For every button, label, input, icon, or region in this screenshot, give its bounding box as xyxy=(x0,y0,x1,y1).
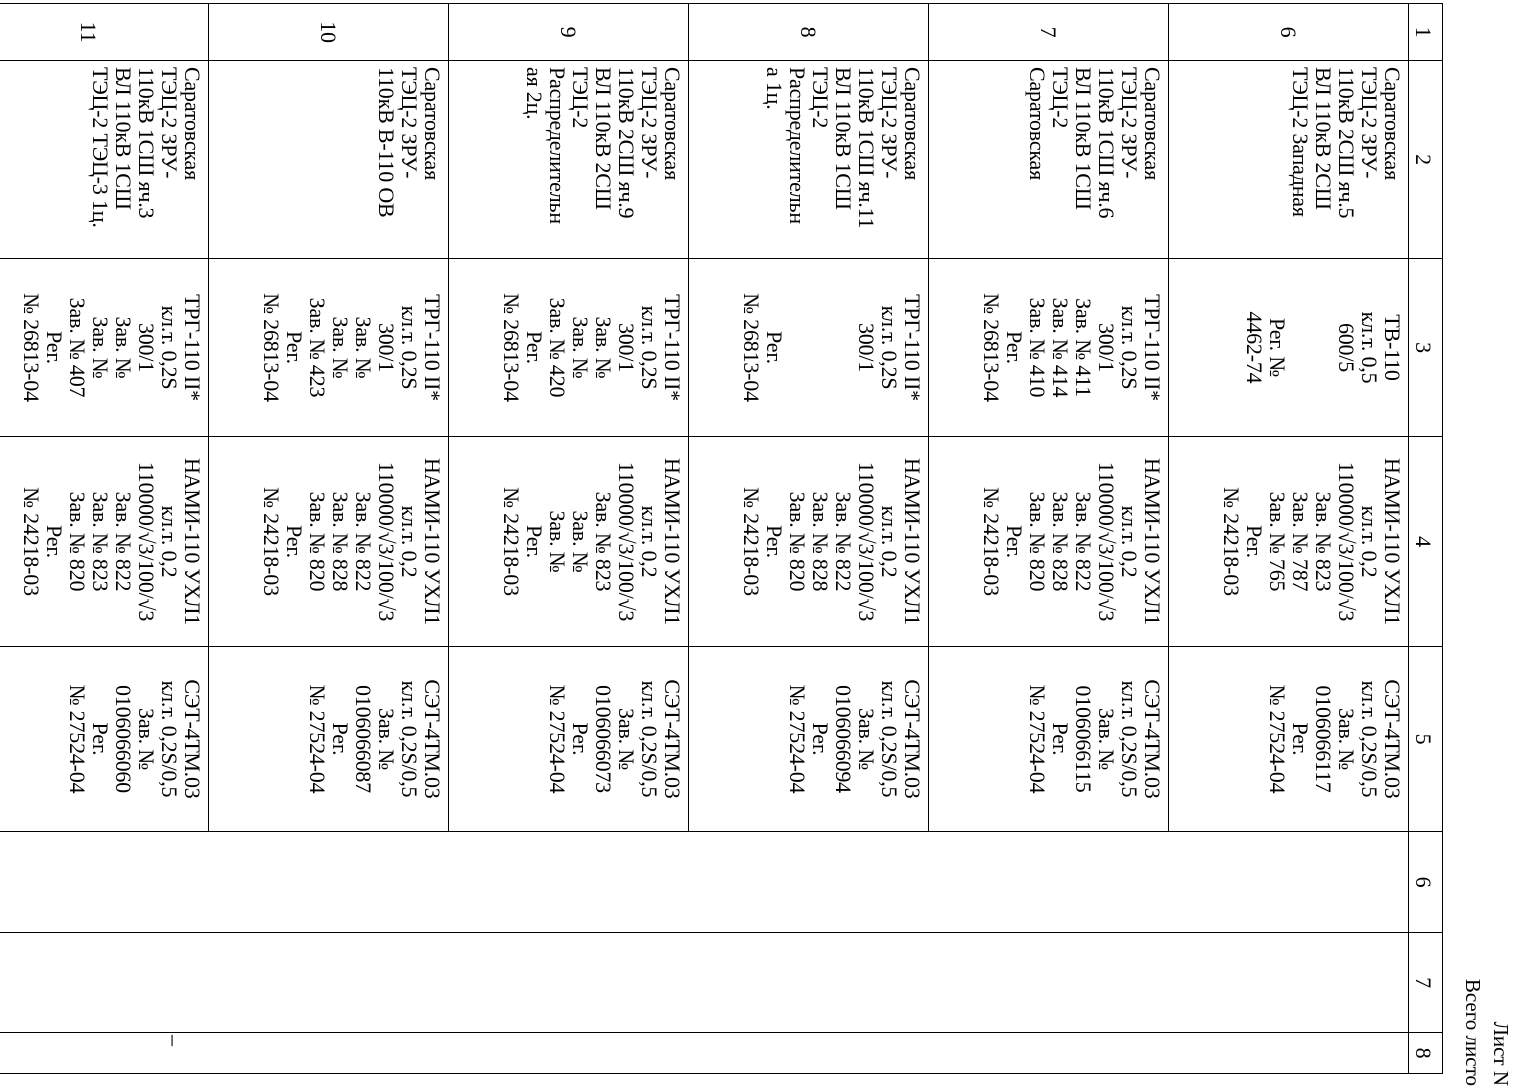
cell-line: Саратовская xyxy=(1380,67,1405,181)
cell-line: Рег. xyxy=(328,722,353,756)
cell-line: Зав. № 828 xyxy=(328,491,353,592)
empty-cell xyxy=(0,832,209,933)
cell-line: Зав. № 822 xyxy=(351,491,376,592)
cell-line: ТЭЦ-2 ЗРУ- xyxy=(397,67,422,179)
cell-line: 0106066087 xyxy=(351,684,376,793)
cell-line: кл.т. 0,2 xyxy=(1357,505,1382,578)
row-number-cell: 9 xyxy=(449,4,689,61)
column-number: 7 xyxy=(1409,933,1443,1033)
cell-line: 110кВ 1СШ яч.11 xyxy=(854,67,879,229)
cell-line: ВЛ 110кВ 1СШ xyxy=(1071,67,1096,210)
cell-line: Рег. № xyxy=(1265,317,1290,378)
cell-line: № 24218-03 xyxy=(19,487,44,596)
cell-line: № 24218-03 xyxy=(979,487,1004,596)
cell-line: Саратовская xyxy=(1140,67,1165,181)
cell-line: НАМИ-110 УХЛ1 xyxy=(1380,457,1405,626)
cell-line: ТЭЦ-2 ЗРУ- xyxy=(637,67,662,179)
voltage-transformer-cell xyxy=(1169,437,1409,647)
table-row xyxy=(689,4,929,1074)
cell-line: № 26813-04 xyxy=(259,293,284,402)
cell-line: НАМИ-110 УХЛ1 xyxy=(660,457,685,626)
cell-line: 110кВ 1СШ яч.6 xyxy=(1094,67,1119,219)
cell-line: кл.т. 0,2S xyxy=(397,305,422,390)
column-number: 4 xyxy=(1409,437,1443,647)
cell-line xyxy=(1289,265,1312,430)
cell-line xyxy=(786,265,809,430)
cell-line: Саратовская xyxy=(420,67,445,181)
cell-line: ТВ-110 xyxy=(1380,314,1405,381)
cell-line: СЭТ-4ТМ.03 xyxy=(1140,679,1165,799)
cell-line: ВЛ 110кВ 1СШ xyxy=(831,67,856,210)
meter-cell xyxy=(0,647,209,832)
cell-line: 0106066094 xyxy=(831,684,856,793)
empty-cell xyxy=(449,1033,689,1074)
cell-line: Рег. xyxy=(42,331,67,364)
cell-line: Зав. № 411 xyxy=(1071,298,1096,397)
cell-line: 110кВ 2СШ яч.5 xyxy=(1334,67,1359,219)
cell-line: Рег. xyxy=(762,331,787,364)
empty-cell xyxy=(1169,1033,1409,1074)
table-row xyxy=(929,4,1169,1074)
cell-line: кл.т. 0,2S xyxy=(877,305,902,390)
cell-line: ТРГ-110 II* xyxy=(660,294,685,401)
cell-line: Рег. xyxy=(282,331,307,364)
cell-line: Распределительн xyxy=(545,67,570,224)
cell-line: 0106066115 xyxy=(1071,685,1096,793)
cell-line: Рег. xyxy=(762,525,787,558)
cell-line: ВЛ 110кВ 1СШ xyxy=(111,67,136,210)
cell-line: Зав. № 820 xyxy=(785,491,810,592)
cell-line: кл.т. 0,2 xyxy=(397,505,422,578)
row-number-cell: 8 xyxy=(689,4,929,61)
cell-line: Рег. xyxy=(522,525,547,558)
empty-cell xyxy=(209,832,449,933)
cell-line: ТРГ-110 II* xyxy=(1140,294,1165,401)
cell-line: Зав. № xyxy=(328,316,353,379)
cell-line: № 24218-03 xyxy=(499,487,524,596)
voltage-transformer-cell xyxy=(449,437,689,647)
cell-line: кл.т. 0,2 xyxy=(157,505,182,578)
cell-line: № 24218-03 xyxy=(1219,487,1244,596)
cell-line: Рег. xyxy=(1048,722,1073,756)
cell-line: Зав. № 420 xyxy=(545,297,570,398)
cell-line: 300/1 xyxy=(134,322,159,373)
cell-line: Зав. № 765 xyxy=(1265,491,1290,592)
location-cell xyxy=(209,61,449,259)
cell-line: СЭТ-4ТМ.03 xyxy=(660,679,685,799)
cell-line: кл.т. 0,2S/0,5 xyxy=(1357,680,1382,798)
cell-line: № 26813-04 xyxy=(739,293,764,402)
cell-line: 110000/√3/100/√3 xyxy=(374,461,399,622)
cell-line: № 24218-03 xyxy=(739,487,764,596)
cell-line: кл.т. 0,2S xyxy=(1117,305,1142,390)
cell-line: Зав. № xyxy=(614,708,639,770)
cell-line: Рег. xyxy=(1002,331,1027,364)
cell-line: 110000/√3/100/√3 xyxy=(134,461,159,622)
cell-line: ТЭЦ-2 xyxy=(1048,67,1073,129)
row-number-cell: 10 xyxy=(209,4,449,61)
cell-line: СЭТ-4ТМ.03 xyxy=(1380,679,1405,799)
column-number: 6 xyxy=(1409,832,1443,933)
location-cell xyxy=(1169,61,1409,259)
cell-line: 0106066060 xyxy=(111,684,136,793)
empty-cell xyxy=(1169,933,1409,1033)
cell-line: ТРГ-110 II* xyxy=(180,294,205,401)
empty-cell xyxy=(689,832,929,933)
cell-line: Саратовская xyxy=(900,67,925,181)
cell-line: 110000/√3/100/√3 xyxy=(1094,461,1119,622)
cell-line: 300/1 xyxy=(1094,322,1119,373)
meter-cell xyxy=(689,647,929,832)
current-transformer-cell xyxy=(689,259,929,437)
cell-line: № 27524-04 xyxy=(1265,684,1290,794)
cell-line: Рег. xyxy=(1002,525,1027,558)
current-transformer-cell xyxy=(0,259,209,437)
cell-line: № 27524-04 xyxy=(545,684,570,794)
cell-line: Зав. № 407 xyxy=(65,297,90,398)
cell-line: 300/1 xyxy=(614,322,639,373)
cell-line: Зав. № xyxy=(88,316,113,379)
column-number: 8 xyxy=(1409,1033,1443,1074)
cell-line: Саратовская xyxy=(1025,67,1050,181)
cell-line: Зав. № 414 xyxy=(1048,297,1073,398)
cell-line: Зав. № 828 xyxy=(808,491,833,592)
cell-line: 0106066073 xyxy=(591,684,616,793)
cell-line: ТРГ-110 II* xyxy=(900,294,925,401)
cell-line: Зав. № xyxy=(111,316,136,379)
cell-line: кл.т. 0,2S xyxy=(637,305,662,390)
current-transformer-cell xyxy=(209,259,449,437)
voltage-transformer-cell xyxy=(929,437,1169,647)
cell-line: 0106066117 xyxy=(1311,685,1336,793)
empty-cell xyxy=(209,933,449,1033)
voltage-transformer-cell xyxy=(0,437,209,647)
location-cell xyxy=(0,61,209,259)
cell-line: Рег. xyxy=(88,722,113,756)
cell-line: Распределительн xyxy=(785,67,810,224)
column-number: 5 xyxy=(1409,647,1443,832)
sheet-number-label: Лист N xyxy=(1489,1021,1513,1086)
empty-cell xyxy=(929,933,1169,1033)
row-number-cell: 7 xyxy=(929,4,1169,61)
cell-line: Зав. № xyxy=(568,316,593,379)
cell-line: Рег. xyxy=(1242,525,1267,558)
cell-line: ТЭЦ-2 Западная xyxy=(1288,67,1313,217)
cell-line: кл.т. 0,2S/0,5 xyxy=(877,680,902,798)
empty-cell xyxy=(449,832,689,933)
cell-line: кл.т. 0,2S/0,5 xyxy=(1117,680,1142,798)
voltage-transformer-cell xyxy=(689,437,929,647)
cell-line: Зав. № 822 xyxy=(831,491,856,592)
cell-line: ТЭЦ-2 xyxy=(808,67,833,129)
cell-line: Зав. № 787 xyxy=(1288,491,1313,592)
meter-cell xyxy=(929,647,1169,832)
empty-cell xyxy=(209,1033,449,1074)
voltage-transformer-cell xyxy=(209,437,449,647)
table-row xyxy=(0,4,209,1074)
location-cell xyxy=(929,61,1169,259)
current-transformer-cell xyxy=(1169,259,1409,437)
cell-line: Зав. № 823 xyxy=(591,491,616,592)
cell-line: 110кВ В-110 ОВ xyxy=(374,67,399,218)
empty-cell xyxy=(449,933,689,1033)
empty-cell xyxy=(689,1033,929,1074)
table-row xyxy=(1169,4,1409,1074)
column-number: 1 xyxy=(1409,4,1443,61)
cell-line: Зав. № 822 xyxy=(1071,491,1096,592)
cell-line: 600/5 xyxy=(1334,322,1359,373)
cell-line: 110кВ 1СШ яч.3 xyxy=(134,67,159,219)
cell-line: Рег. xyxy=(1288,722,1313,756)
cell-line: ТЭЦ-2 ЗРУ- xyxy=(157,67,182,179)
meter-cell xyxy=(209,647,449,832)
cell-line: 300/1 xyxy=(374,322,399,373)
cell-line: кл.т. 0,2 xyxy=(877,505,902,578)
row-number-cell: 6 xyxy=(1169,4,1409,61)
cell-line: Зав. № 823 xyxy=(1311,491,1336,592)
cell-line: кл.т. 0,2S/0,5 xyxy=(397,680,422,798)
cell-line: 4462-74 xyxy=(1242,311,1267,384)
cell-line: ТЭЦ-2 ЗРУ- xyxy=(1357,67,1382,179)
dash-mark: – xyxy=(162,1035,187,1046)
cell-line: Зав. № xyxy=(134,708,159,770)
cell-line: НАМИ-110 УХЛ1 xyxy=(420,457,445,626)
location-cell xyxy=(449,61,689,259)
cell-line: № 27524-04 xyxy=(65,684,90,794)
cell-line: № 26813-04 xyxy=(979,293,1004,402)
cell-line: Зав. № 828 xyxy=(1048,491,1073,592)
cell-line: ТЭЦ-2 ТЭЦ-3 1ц. xyxy=(88,67,113,228)
cell-line: Рег. xyxy=(808,722,833,756)
cell-line: ТРГ-110 II* xyxy=(420,294,445,401)
sheet-header xyxy=(1459,979,1515,1086)
column-number-row xyxy=(1409,4,1443,1074)
empty-cell xyxy=(929,1033,1169,1074)
empty-cell xyxy=(0,933,209,1033)
cell-line: Зав. № xyxy=(568,510,593,573)
cell-line: Рег. xyxy=(522,331,547,364)
cell-line: Зав. № 820 xyxy=(305,491,330,592)
cell-line: Зав. № xyxy=(854,708,879,770)
cell-line: ая 2ц. xyxy=(522,67,547,120)
cell-line: кл.т. 0,2S xyxy=(157,305,182,390)
cell-line: Рег. xyxy=(568,722,593,756)
cell-line: НАМИ-110 УХЛ1 xyxy=(180,457,205,626)
cell-line: 110кВ 2СШ яч.9 xyxy=(614,67,639,219)
cell-line: кл.т. 0,2 xyxy=(637,505,662,578)
cell-line: а 1ц. xyxy=(762,67,787,110)
cell-line: № 26813-04 xyxy=(19,293,44,402)
cell-line: НАМИ-110 УХЛ1 xyxy=(1140,457,1165,626)
table-row xyxy=(449,4,689,1074)
cell-line: Зав. № 820 xyxy=(1025,491,1050,592)
cell-line: № 27524-04 xyxy=(1025,684,1050,794)
cell-line: кл.т. 0,2S/0,5 xyxy=(637,680,662,798)
table-row xyxy=(209,4,449,1074)
total-sheets-label: Всего листо xyxy=(1461,978,1485,1086)
cell-line xyxy=(809,265,832,430)
cell-line: ТЭЦ-2 xyxy=(568,67,593,129)
cell-line: Зав. № 423 xyxy=(305,297,330,398)
cell-line: Зав. № 410 xyxy=(1025,297,1050,398)
equipment-table xyxy=(0,3,1443,1074)
cell-line: НАМИ-110 УХЛ1 xyxy=(900,457,925,626)
cell-line: № 27524-04 xyxy=(305,684,330,794)
cell-line: Зав. № xyxy=(351,316,376,379)
cell-line: СЭТ-4ТМ.03 xyxy=(900,679,925,799)
cell-line: Зав. № 820 xyxy=(65,491,90,592)
meter-cell xyxy=(1169,647,1409,832)
cell-line xyxy=(1312,265,1335,430)
cell-line: 110000/√3/100/√3 xyxy=(854,461,879,622)
empty-cell xyxy=(929,832,1169,933)
empty-cell xyxy=(689,933,929,1033)
cell-line xyxy=(832,265,855,430)
current-transformer-cell xyxy=(449,259,689,437)
cell-line: ТЭЦ-2 ЗРУ- xyxy=(1117,67,1142,179)
cell-line: Рег. xyxy=(42,525,67,558)
cell-line: кл.т. 0,2 xyxy=(1117,505,1142,578)
current-transformer-cell xyxy=(929,259,1169,437)
cell-line: 110000/√3/100/√3 xyxy=(1334,461,1359,622)
cell-line: Саратовская xyxy=(180,67,205,181)
cell-line: Зав. № xyxy=(591,316,616,379)
column-number: 2 xyxy=(1409,61,1443,259)
cell-line: Саратовская xyxy=(660,67,685,181)
cell-line: ВЛ 110кВ 2СШ xyxy=(1311,67,1336,210)
cell-line: 300/1 xyxy=(854,322,879,373)
cell-line: 110000/√3/100/√3 xyxy=(614,461,639,622)
cell-line: Рег. xyxy=(282,525,307,558)
column-number: 3 xyxy=(1409,259,1443,437)
empty-cell xyxy=(1169,832,1409,933)
cell-line: Зав. № xyxy=(545,510,570,573)
cell-line: ТЭЦ-2 ЗРУ- xyxy=(877,67,902,179)
cell-line: № 27524-04 xyxy=(785,684,810,794)
meter-cell xyxy=(449,647,689,832)
cell-line: Зав. № 822 xyxy=(111,491,136,592)
location-cell xyxy=(689,61,929,259)
cell-line: Зав. № xyxy=(374,708,399,770)
cell-line: кл.т. 0,5 xyxy=(1357,311,1382,384)
cell-line: СЭТ-4ТМ.03 xyxy=(420,679,445,799)
cell-line: Зав. № 823 xyxy=(88,491,113,592)
cell-line: кл.т. 0,2S/0,5 xyxy=(157,680,182,798)
cell-line: ВЛ 110кВ 2СШ xyxy=(591,67,616,210)
cell-line: СЭТ-4ТМ.03 xyxy=(180,679,205,799)
row-number-cell: 11 xyxy=(0,4,209,61)
cell-line: № 24218-03 xyxy=(259,487,284,596)
cell-line: Зав. № xyxy=(1334,708,1359,770)
cell-line: № 26813-04 xyxy=(499,293,524,402)
cell-line: Зав. № xyxy=(1094,708,1119,770)
